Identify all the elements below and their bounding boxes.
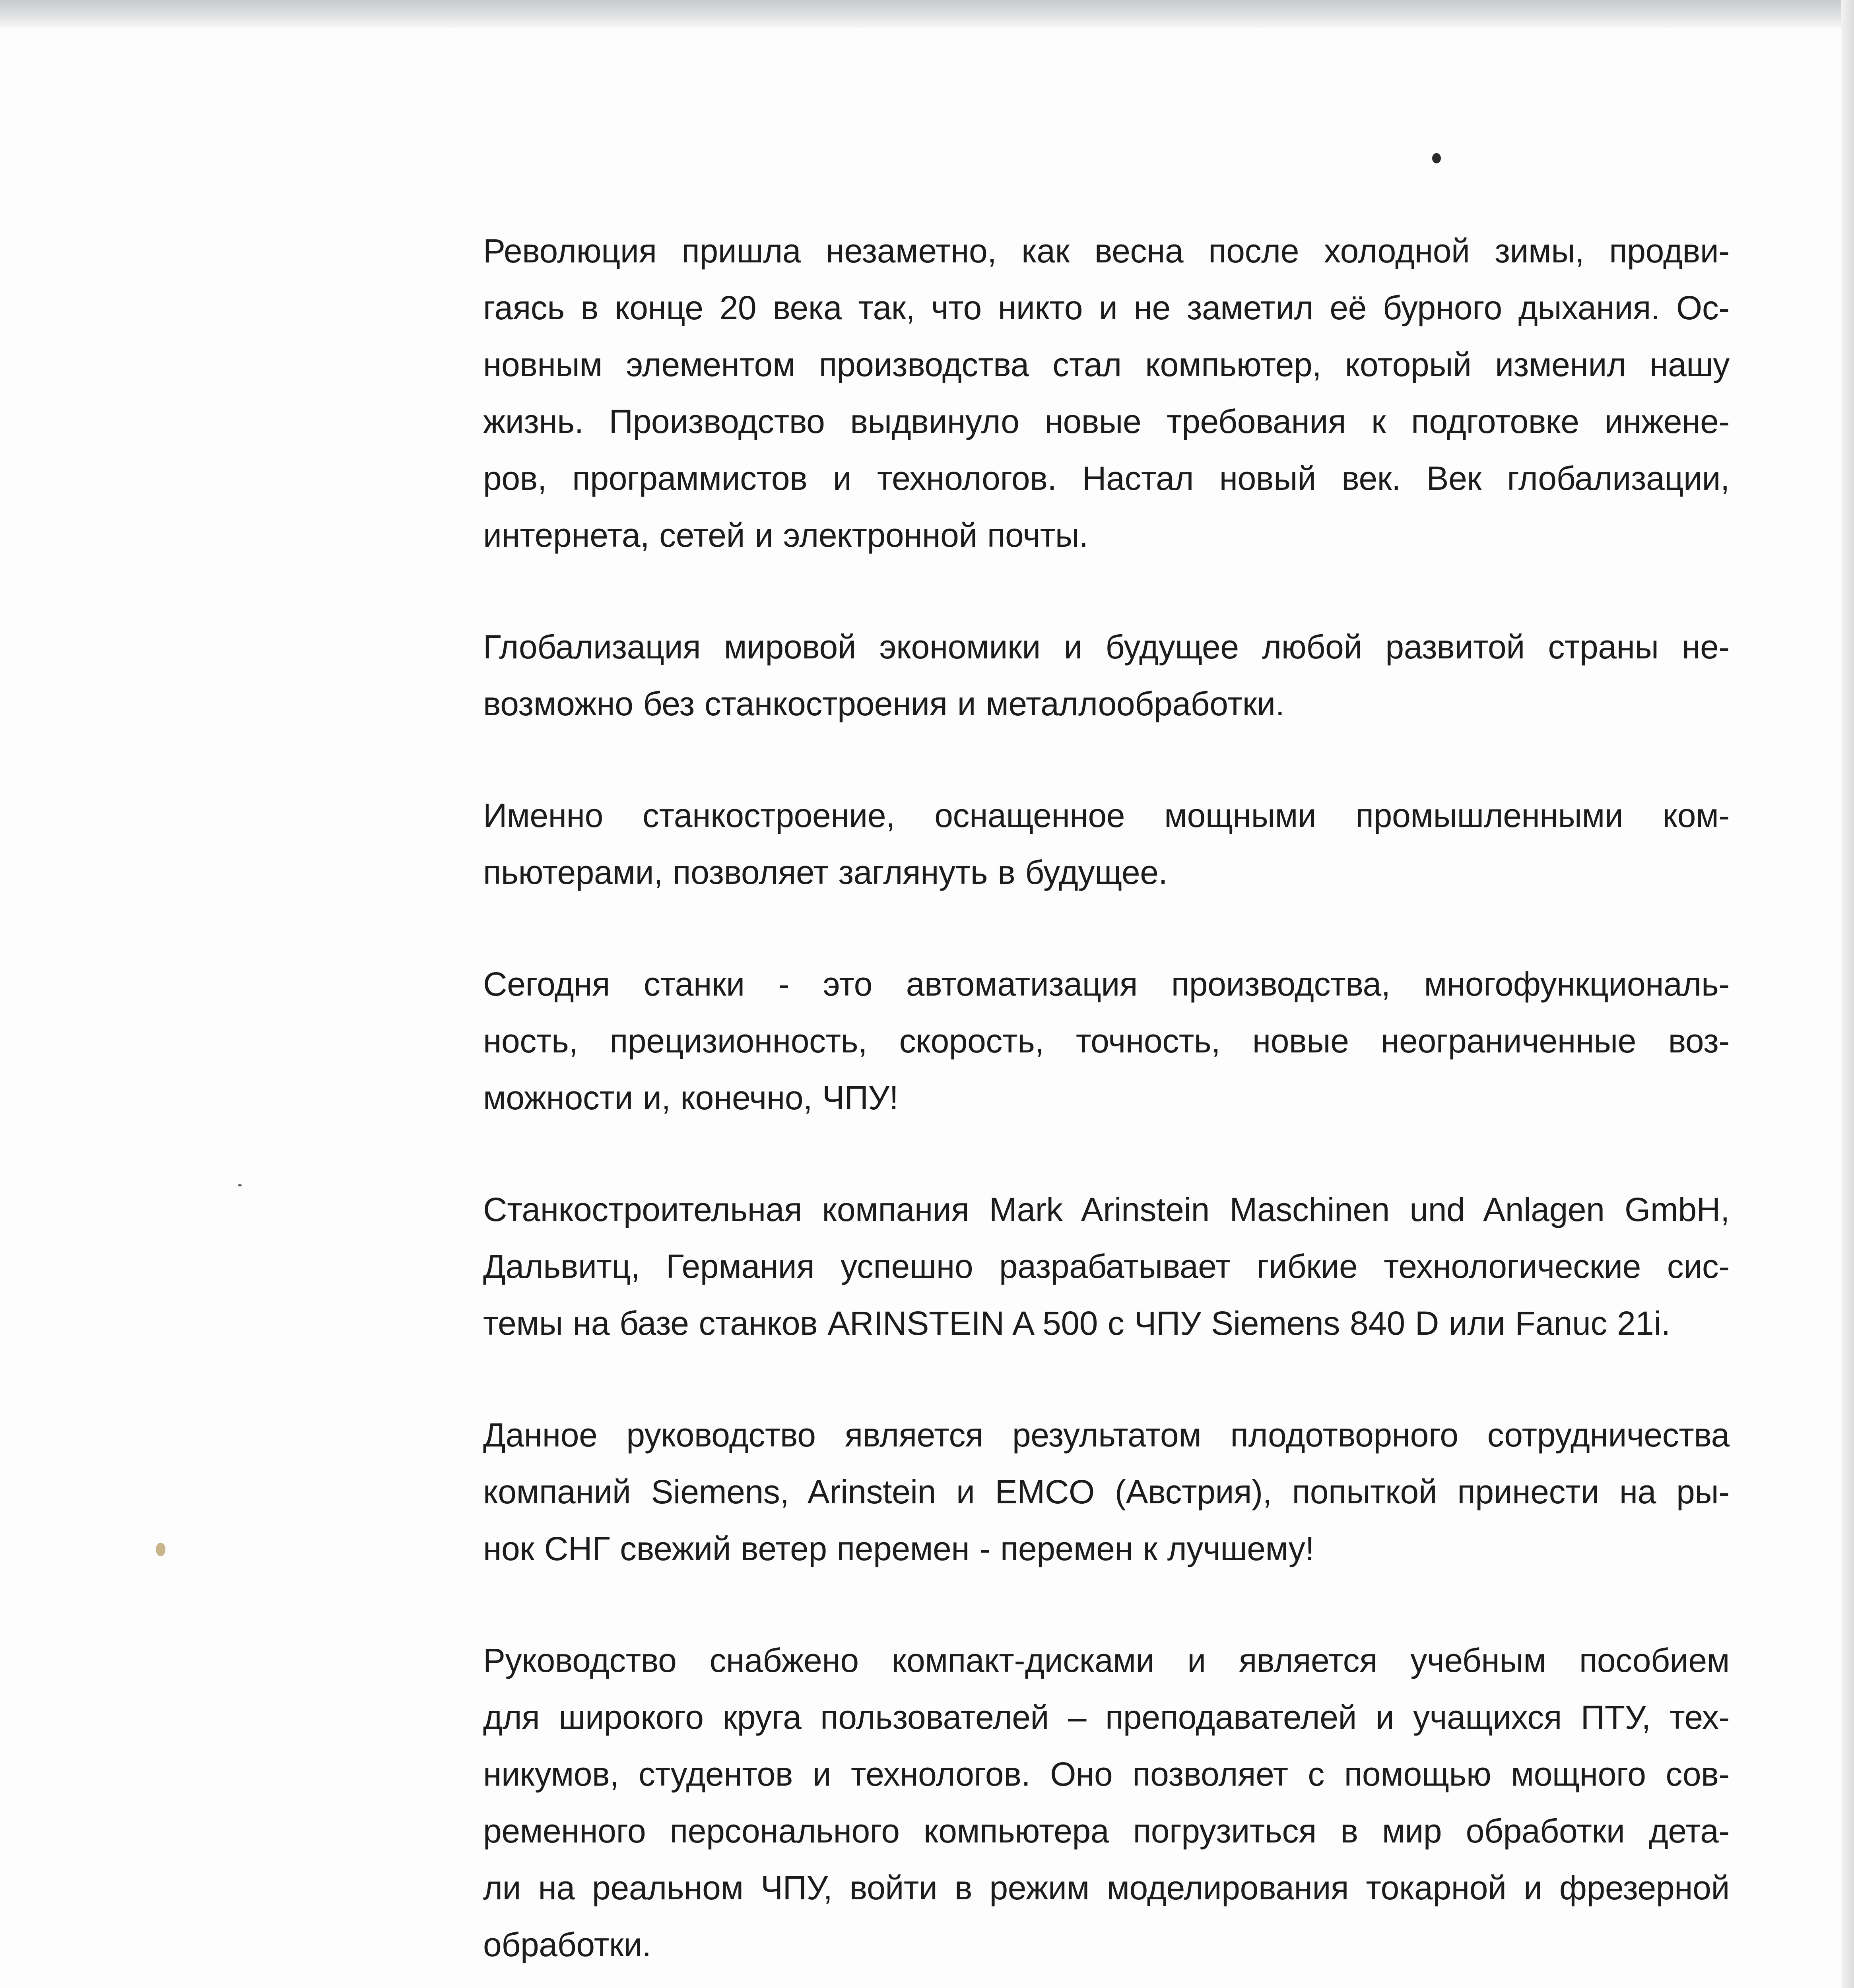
text-line: темы на базе станков ARINSTEIN A 500 с ЧПУ Siemens 840 D или Fanuc 21i.: [483, 1305, 1670, 1342]
text-line: ременного персонального компьютера погрузиться в мир обработки дета-: [483, 1812, 1730, 1850]
text-line: Дальвитц, Германия успешно разрабатывает гибкие технологические сис-: [483, 1248, 1730, 1285]
scan-speck: [156, 1543, 165, 1556]
paragraph-cooperation: [483, 1407, 1730, 1577]
text-line: ность, прецизионность, скорость, точность, новые неограниченные воз-: [483, 1022, 1730, 1060]
text-line: ров, программистов и технологов. Настал новый век. Век глобализации,: [483, 460, 1730, 497]
text-line: ли на реальном ЧПУ, войти в режим моделирования токарной и фрезерной: [483, 1869, 1730, 1906]
scan-speck: [238, 1184, 242, 1186]
text-line: Глобализация мировой экономики и будущее любой развитой страны не-: [483, 628, 1730, 666]
text-line: возможно без станкостроения и металлообработки.: [483, 685, 1285, 722]
text-line: Данное руководство является результатом плодотворного сотрудничества: [483, 1416, 1730, 1454]
text-line: Руководство снабжено компакт-дисками и является учебным пособием: [483, 1642, 1730, 1679]
text-line: Революция пришла незаметно, как весна после холодной зимы, продви-: [483, 232, 1730, 270]
scan-right-edge: [1841, 0, 1854, 1988]
text-line: Именно станкостроение, оснащенное мощными промышленными ком-: [483, 797, 1730, 834]
paragraph-guide: [483, 1632, 1730, 1973]
text-line: жизнь. Производство выдвинуло новые требования к подготовке инжене-: [483, 403, 1730, 440]
text-line: компаний Siemens, Arinstein и EMCO (Австрия), попыткой принести на ры-: [483, 1473, 1730, 1510]
text-line: нок СНГ свежий ветер перемен - перемен к лучшему!: [483, 1530, 1314, 1567]
paragraph-globalization: [483, 619, 1730, 732]
text-line: пьютерами, позволяет заглянуть в будущее.: [483, 854, 1168, 891]
text-line: интернета, сетей и электронной почты.: [483, 516, 1088, 554]
text-line: Сегодня станки - это автоматизация производства, многофункциональ-: [483, 965, 1730, 1003]
text-line: новным элементом производства стал компьютер, который изменил нашу: [483, 346, 1730, 383]
paragraph-company: [483, 1181, 1730, 1352]
text-line: можности и, конечно, ЧПУ!: [483, 1079, 899, 1116]
paragraph-revolution: [483, 223, 1730, 564]
paragraph-today: [483, 956, 1730, 1126]
text-line: гаясь в конце 20 века так, что никто и не заметил её бурного дыхания. Ос-: [483, 289, 1730, 326]
letter-body: [483, 223, 1730, 1988]
scan-speck: [1432, 153, 1441, 163]
text-line: никумов, студентов и технологов. Оно позволяет с помощью мощного сов-: [483, 1755, 1730, 1793]
scan-top-shadow: [0, 0, 1854, 28]
text-line: Станкостроительная компания Mark Arinstein Maschinen und Anlagen GmbH,: [483, 1191, 1730, 1228]
text-line: обработки.: [483, 1926, 651, 1963]
text-line: для широкого круга пользователей – преподавателей и учащихся ПТУ, тех-: [483, 1699, 1730, 1736]
paragraph-machine-building: [483, 787, 1730, 901]
